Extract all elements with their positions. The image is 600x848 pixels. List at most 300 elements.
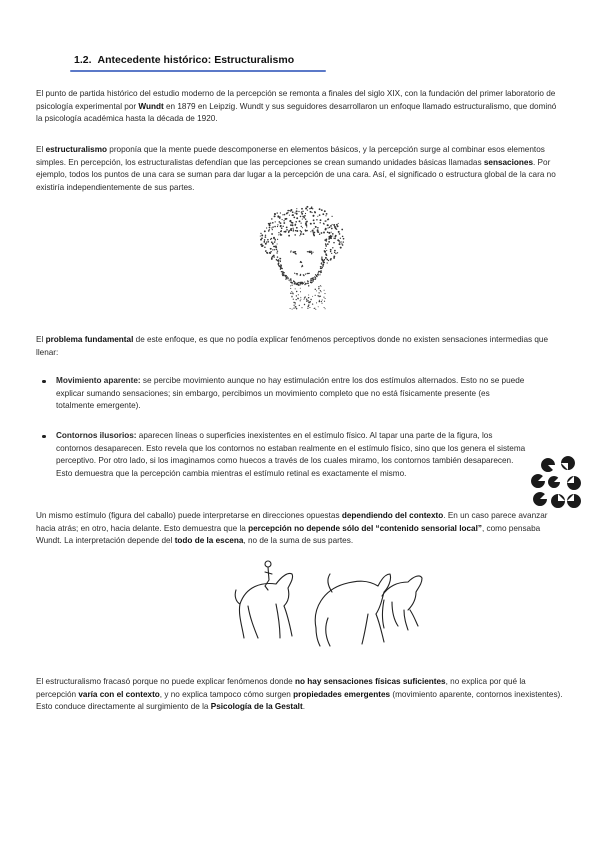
stipple-dot bbox=[338, 231, 340, 233]
stipple-dot bbox=[308, 304, 309, 305]
horse-with-rider bbox=[235, 561, 292, 638]
text-run: , como pensaba Wundt. La interpretación depende del bbox=[36, 523, 541, 546]
section-number: 1.2. bbox=[74, 54, 92, 66]
bold-run: estructuralismo bbox=[45, 145, 107, 154]
stipple-dot bbox=[283, 222, 285, 224]
stipple-dot bbox=[321, 303, 322, 304]
stipple-dot bbox=[272, 226, 273, 227]
stipple-dot bbox=[325, 308, 326, 309]
stipple-dot bbox=[299, 235, 300, 236]
stipple-dot bbox=[315, 295, 316, 296]
stipple-dot bbox=[296, 227, 298, 229]
stipple-dot bbox=[325, 257, 327, 259]
stipple-dot bbox=[319, 296, 320, 297]
list-item-apparent-motion bbox=[36, 375, 526, 413]
stipple-dot bbox=[312, 230, 314, 232]
stipple-dot bbox=[293, 229, 294, 230]
stipple-dot bbox=[264, 230, 266, 232]
bold-run: Wundt bbox=[138, 101, 164, 111]
stipple-dot bbox=[265, 251, 266, 252]
stipple-dot bbox=[297, 274, 298, 275]
stipple-dot bbox=[320, 290, 321, 291]
stipple-dot bbox=[304, 299, 305, 300]
stipple-dot bbox=[325, 240, 327, 242]
stipple-dot bbox=[295, 221, 297, 223]
stipple-dot bbox=[281, 265, 282, 266]
stipple-dot bbox=[303, 217, 305, 219]
stipple-dot bbox=[274, 241, 275, 242]
stipple-dot bbox=[295, 225, 296, 226]
bullet-term: Movimiento aparente: bbox=[56, 376, 141, 385]
stipple-dot bbox=[329, 238, 330, 239]
bullet-list-2 bbox=[36, 430, 526, 480]
stipple-dot bbox=[301, 208, 303, 210]
stipple-dot bbox=[292, 297, 293, 298]
stipple-dot bbox=[319, 214, 321, 216]
stipple-dot bbox=[306, 221, 308, 223]
stipple-dot bbox=[284, 218, 286, 220]
stipple-dot bbox=[296, 283, 297, 284]
stipple-dot bbox=[285, 232, 286, 233]
stipple-dot bbox=[313, 235, 315, 237]
stipple-dot bbox=[333, 242, 335, 244]
stipple-dot bbox=[288, 235, 290, 237]
stipple-dot bbox=[284, 275, 285, 276]
stipple-dot bbox=[296, 213, 298, 215]
stipple-dot bbox=[341, 229, 343, 231]
stipple-dot bbox=[321, 291, 322, 292]
stipple-dot bbox=[334, 252, 335, 253]
stipple-dot bbox=[308, 295, 309, 296]
stipple-dot bbox=[314, 276, 315, 277]
stipple-dot bbox=[324, 251, 326, 253]
stipple-dot bbox=[280, 269, 281, 270]
stipple-dot bbox=[309, 307, 310, 308]
stipple-dot bbox=[308, 281, 309, 282]
stipple-dot bbox=[326, 254, 328, 256]
stipple-dot bbox=[300, 291, 301, 292]
stipple-dot bbox=[293, 217, 295, 219]
stipple-dot bbox=[328, 241, 330, 243]
stipple-dot bbox=[306, 298, 307, 299]
stipple-dot bbox=[281, 227, 283, 229]
text-run: . Por ejemplo, todos los puntos de una cara se suman para dar lugar a la percepción de una cara. Así, el significado o estructura global de la cara no existiría independientemente de sus partes. bbox=[36, 157, 556, 192]
stipple-dot bbox=[310, 252, 311, 253]
stipple-dot bbox=[270, 251, 271, 252]
stipple-dot bbox=[331, 253, 332, 254]
stipple-dot bbox=[294, 251, 295, 252]
stipple-dot bbox=[300, 300, 301, 301]
stipple-dot bbox=[300, 297, 301, 298]
text-run: proponía que la mente puede descomponerse en elementos básicos, y la percepción surge al combinar esos elementos simples. En percepción, los estructuralistas defendían que las percepciones se crean sumando unidades básicas llamadas bbox=[36, 145, 545, 167]
stipple-dot bbox=[320, 266, 322, 268]
text-run: . En un caso parece avanzar hacia atrás; en otro, hacia delante. Esto demuestra que la bbox=[36, 511, 548, 533]
stipple-dot bbox=[296, 217, 298, 219]
stipple-dot bbox=[304, 282, 305, 283]
stipple-dot bbox=[274, 215, 276, 217]
stipple-dot bbox=[328, 227, 329, 228]
stipple-dot bbox=[308, 273, 309, 274]
stipple-dot bbox=[339, 243, 341, 245]
stipple-dot bbox=[313, 279, 314, 280]
stipple-dot bbox=[319, 274, 320, 275]
stipple-dot bbox=[292, 214, 294, 216]
list-item-illusory-contours bbox=[36, 430, 526, 480]
stipple-dot bbox=[319, 301, 321, 303]
stipple-dot bbox=[294, 283, 295, 284]
stipple-dot bbox=[315, 274, 316, 275]
stipple-dot bbox=[310, 299, 311, 300]
stipple-dot bbox=[312, 280, 313, 281]
stipple-dot bbox=[295, 303, 296, 304]
stipple-dot bbox=[267, 239, 269, 241]
stipple-dot bbox=[323, 223, 324, 224]
stipple-dot bbox=[274, 256, 275, 257]
stipple-dot bbox=[326, 259, 328, 261]
stipple-dot bbox=[289, 280, 290, 281]
stipple-dot bbox=[306, 206, 308, 208]
stipple-dot bbox=[321, 301, 322, 302]
stipple-dot bbox=[291, 280, 292, 281]
stipple-dot bbox=[305, 218, 306, 219]
stipple-dot bbox=[278, 216, 279, 217]
stipple-dot bbox=[270, 248, 272, 250]
stipple-dot bbox=[278, 232, 279, 233]
stipple-dot bbox=[329, 227, 331, 229]
stipple-dot bbox=[275, 221, 276, 222]
stipple-dot bbox=[313, 223, 315, 225]
stipple-dot bbox=[330, 249, 332, 251]
stipple-dot bbox=[272, 256, 274, 258]
stipple-dot bbox=[281, 230, 282, 231]
stipple-dot bbox=[290, 220, 292, 222]
stipple-dot bbox=[283, 220, 284, 221]
stipple-dot bbox=[292, 222, 294, 224]
stipple-dot bbox=[304, 215, 306, 217]
stipple-dot bbox=[294, 212, 295, 213]
stipple-dot bbox=[280, 267, 282, 269]
stipple-dot bbox=[307, 306, 308, 307]
stipple-dot bbox=[279, 266, 280, 267]
stipple-dot bbox=[260, 236, 261, 237]
stipple-dot bbox=[322, 300, 323, 301]
stipple-dot bbox=[289, 210, 290, 211]
stipple-dot bbox=[317, 227, 319, 229]
bold-run: todo de la escena bbox=[174, 536, 244, 546]
stipple-dot bbox=[297, 298, 298, 299]
stipple-dot bbox=[306, 226, 307, 227]
stipple-dot bbox=[310, 211, 312, 213]
stipple-dot bbox=[281, 271, 282, 272]
stipple-dot bbox=[288, 278, 289, 279]
stipple-dot bbox=[302, 227, 303, 228]
stipple-dot bbox=[288, 280, 289, 281]
stipple-dot bbox=[285, 276, 286, 277]
stipple-dot bbox=[320, 296, 321, 297]
stipple-dot bbox=[320, 219, 322, 221]
ambiguous-horse-figure bbox=[232, 556, 428, 652]
paragraph-problem bbox=[36, 334, 564, 359]
stipple-dot bbox=[295, 230, 297, 232]
stipple-dot bbox=[296, 210, 298, 212]
stipple-dot bbox=[274, 239, 276, 241]
bold-run: problema fundamental bbox=[45, 335, 134, 344]
bullet-text: aparecen líneas o superficies inexistentes en el estímulo físico. Al tapar una parte de la figura, los contornos desaparecen. Esto revela que los contornos no estaban realmente en el estímulo físico, sino que los genera el sistema perceptivo. Por otro lado, si los imaginamos como huecos a través de los cuales miramo, los contornos también desaparecen. Esto demuestra que la percepción cambia mientras el estímulo retinal es exactamente el mismo. bbox=[56, 431, 526, 478]
stipple-dot bbox=[276, 249, 278, 251]
stipple-dot bbox=[283, 272, 284, 273]
stipple-dot bbox=[324, 301, 325, 302]
stipple-dot bbox=[314, 211, 316, 213]
stipple-dot bbox=[272, 229, 273, 230]
stipple-dot bbox=[333, 224, 335, 226]
horse-backward bbox=[382, 576, 422, 630]
text-run: . bbox=[302, 702, 305, 712]
stipple-dot bbox=[318, 306, 319, 307]
stipple-dot bbox=[275, 240, 276, 241]
stipple-dot bbox=[342, 236, 344, 238]
stipple-dot bbox=[295, 253, 296, 254]
stipple-dot bbox=[343, 238, 345, 240]
text-run: El bbox=[36, 145, 46, 154]
stipple-dot bbox=[271, 227, 272, 228]
stipple-dot bbox=[321, 232, 323, 234]
stipple-dot bbox=[323, 232, 325, 234]
stipple-dot bbox=[332, 235, 333, 236]
stipple-dot bbox=[316, 302, 317, 303]
paragraph-intro bbox=[36, 88, 564, 126]
bold-run: dependiendo del contexto bbox=[341, 511, 444, 520]
stipple-dot bbox=[280, 260, 281, 261]
stipple-dot bbox=[324, 210, 326, 212]
stipple-dot bbox=[299, 305, 300, 306]
stipple-dot bbox=[278, 265, 279, 266]
stipple-dot bbox=[318, 288, 319, 289]
stipple-dot bbox=[321, 262, 322, 263]
stipple-dot bbox=[310, 282, 311, 283]
stipple-dot bbox=[293, 307, 294, 308]
stipple-dot bbox=[268, 230, 270, 232]
stipple-dot bbox=[305, 274, 306, 275]
stipple-dot bbox=[319, 233, 320, 234]
stipple-dot bbox=[301, 283, 302, 284]
stipple-dot bbox=[312, 231, 313, 232]
stipple-dot bbox=[280, 212, 281, 213]
stipple-dot bbox=[338, 223, 339, 224]
stipple-dot bbox=[277, 239, 278, 240]
stipple-dot bbox=[340, 238, 341, 239]
stipple-dot bbox=[307, 283, 308, 284]
stipple-dot bbox=[327, 219, 329, 221]
stipple-dot bbox=[264, 246, 266, 248]
stipple-dot bbox=[314, 308, 315, 309]
stipple-dot bbox=[286, 212, 288, 214]
stipple-dot bbox=[264, 239, 265, 240]
stipple-dot bbox=[289, 215, 290, 216]
stipple-dot bbox=[332, 233, 334, 235]
stipple-dot bbox=[310, 223, 312, 225]
stipple-dot bbox=[331, 216, 332, 217]
stipple-dot bbox=[282, 271, 283, 272]
stipple-dot bbox=[271, 238, 273, 240]
stipple-dot bbox=[325, 220, 326, 221]
stipple-dot bbox=[301, 211, 303, 213]
stipple-dot bbox=[305, 283, 306, 284]
stipple-dot bbox=[315, 289, 316, 290]
stipple-dot bbox=[290, 293, 292, 295]
stipple-dot bbox=[323, 260, 324, 261]
stipple-dot bbox=[290, 285, 291, 286]
text-run: El estructuralismo fracasó porque no puede explicar fenómenos donde bbox=[36, 677, 295, 686]
stipple-dot bbox=[317, 274, 319, 276]
stipple-dot bbox=[314, 228, 315, 229]
stipple-dot bbox=[334, 250, 336, 252]
stipple-dot bbox=[337, 225, 339, 227]
stipple-dot bbox=[280, 258, 282, 260]
stipple-dot bbox=[296, 307, 297, 308]
stipple-dot bbox=[319, 300, 320, 301]
stipple-dot bbox=[321, 270, 322, 271]
bold-run: varía con el contexto bbox=[78, 689, 160, 699]
stipple-dot bbox=[283, 226, 284, 227]
stipple-dot bbox=[319, 222, 320, 223]
stipple-dot bbox=[310, 280, 311, 281]
stipple-dot bbox=[323, 297, 324, 298]
stipple-dot bbox=[330, 235, 331, 236]
text-run: , y no explica tampoco cómo surgen bbox=[159, 689, 294, 699]
stipple-dot bbox=[274, 213, 276, 215]
stipple-dot bbox=[287, 276, 288, 277]
stipple-dot bbox=[287, 210, 289, 212]
illusory-contour-figure bbox=[528, 452, 584, 508]
stipple-dot bbox=[297, 273, 298, 274]
stipple-dot bbox=[299, 220, 301, 222]
stipple-dot bbox=[326, 213, 328, 215]
stipple-dot bbox=[277, 243, 278, 244]
stipple-dot bbox=[296, 208, 297, 209]
stipple-dot bbox=[269, 252, 271, 254]
stipple-dot bbox=[290, 278, 291, 279]
stipple-dot bbox=[273, 238, 275, 240]
stipple-dot bbox=[335, 235, 337, 237]
stipple-dot bbox=[298, 284, 299, 285]
stipple-dot bbox=[285, 279, 286, 280]
stipple-dot bbox=[328, 260, 329, 261]
stipple-dot bbox=[278, 259, 279, 260]
stipple-dot bbox=[312, 278, 313, 279]
stipple-dot bbox=[300, 216, 302, 218]
stipple-dot bbox=[272, 233, 273, 234]
stipple-dot bbox=[331, 236, 332, 237]
stipple-dot bbox=[286, 226, 288, 228]
stipple-dot bbox=[298, 294, 299, 295]
stipple-dot bbox=[307, 308, 308, 309]
stipple-dot bbox=[324, 293, 325, 294]
stipple-dot bbox=[305, 208, 307, 210]
stipple-dot bbox=[300, 283, 301, 284]
stipple-dot bbox=[315, 226, 316, 227]
stipple-dot bbox=[266, 241, 267, 242]
stipple-dot bbox=[330, 251, 331, 252]
stipple-dot bbox=[302, 266, 303, 267]
stipple-dot bbox=[301, 213, 303, 215]
stipple-dot bbox=[340, 247, 342, 249]
text-run: Un mismo estímulo (figura del caballo) puede interpretarse en direcciones opuestas bbox=[36, 511, 342, 520]
stipple-dot bbox=[323, 264, 325, 266]
stipple-dot bbox=[317, 216, 318, 217]
stipple-dot bbox=[305, 223, 307, 225]
stipple-dot bbox=[327, 231, 329, 233]
stipple-dot bbox=[282, 272, 283, 273]
stipple-dot bbox=[343, 241, 344, 242]
bold-run: Psicología de la Gestalt bbox=[210, 702, 303, 712]
stipple-dot bbox=[277, 256, 278, 257]
stipple-dot bbox=[295, 307, 296, 308]
stipple-dot bbox=[319, 208, 321, 210]
stipple-dot bbox=[333, 257, 335, 259]
stipple-dot bbox=[318, 286, 319, 287]
bullet-term: Contornos ilusorios: bbox=[56, 431, 137, 440]
stipple-dot bbox=[301, 307, 302, 308]
stipple-dot bbox=[300, 299, 301, 300]
stipple-dot bbox=[319, 271, 320, 272]
stipple-dot bbox=[282, 214, 283, 215]
section-heading bbox=[74, 54, 294, 66]
stipple-dot bbox=[306, 300, 307, 301]
stipple-dot bbox=[278, 234, 279, 235]
stipple-dot bbox=[317, 229, 319, 231]
stipple-dot bbox=[308, 300, 309, 301]
stipple-dot bbox=[300, 261, 301, 262]
stipple-dot bbox=[324, 290, 325, 291]
stipple-dot bbox=[315, 309, 316, 310]
stipple-dot bbox=[335, 253, 336, 254]
stipple-dot bbox=[327, 243, 329, 245]
stipple-dot bbox=[271, 241, 273, 243]
stipple-dot bbox=[286, 275, 287, 276]
stipple-dot bbox=[320, 285, 321, 286]
stipple-dot bbox=[330, 238, 331, 239]
stipple-dot bbox=[295, 282, 296, 283]
stipple-dot bbox=[325, 244, 327, 246]
stipple-dot bbox=[323, 262, 324, 263]
horse-forward bbox=[315, 574, 390, 646]
stipple-dot bbox=[332, 247, 333, 248]
stipple-dot bbox=[321, 256, 322, 257]
stipple-dot bbox=[327, 224, 329, 226]
stipple-dot bbox=[312, 303, 313, 304]
stipple-dot bbox=[260, 239, 262, 241]
dotted-face-figure bbox=[250, 200, 348, 314]
stipple-dot bbox=[276, 252, 277, 253]
text-run: , no explica por qué la percepción bbox=[36, 677, 526, 699]
stipple-dot bbox=[300, 288, 301, 289]
stipple-dot bbox=[341, 241, 342, 242]
stipple-dot bbox=[272, 249, 273, 250]
stipple-dot bbox=[293, 299, 294, 300]
stipple-dot bbox=[271, 257, 273, 259]
stipple-dot bbox=[295, 288, 296, 289]
stipple-dot bbox=[296, 308, 297, 309]
stipple-dot bbox=[302, 211, 303, 212]
stipple-dot bbox=[271, 218, 272, 219]
stipple-dot bbox=[320, 268, 321, 269]
stipple-dot bbox=[292, 309, 293, 310]
stipple-dot bbox=[293, 305, 294, 306]
stipple-dot bbox=[300, 275, 301, 276]
bold-run: percepción no depende sólo del “contenido sensorial local” bbox=[248, 523, 482, 533]
text-run: , no de la suma de sus partes. bbox=[243, 536, 354, 546]
bold-run: no hay sensaciones físicas suficientes bbox=[294, 677, 446, 686]
